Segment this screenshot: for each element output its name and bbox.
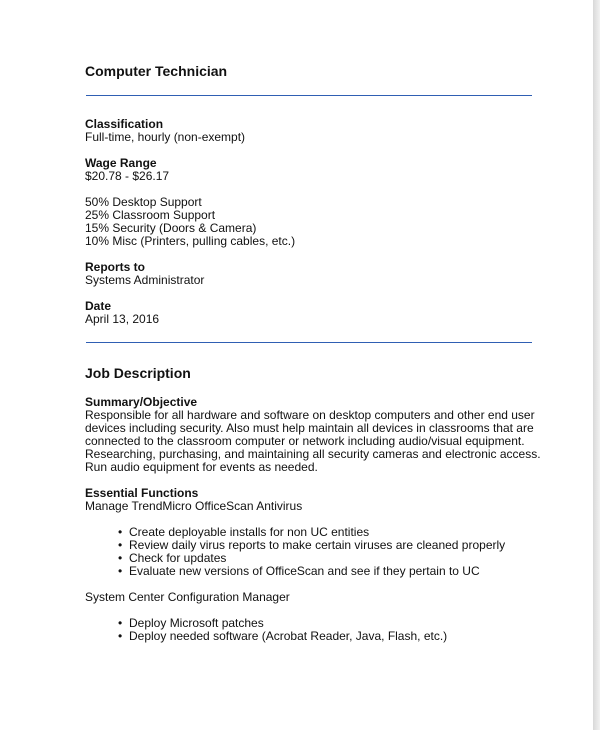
summary-section [85,396,541,474]
date-value: April 13, 2016 [85,312,160,326]
job-description-heading: Job Description [85,365,191,381]
page-edge-shadow [593,0,600,730]
classification-label: Classification [85,117,164,131]
officescan-task-list [118,526,505,578]
date-section [85,300,159,326]
document-title: Computer Technician [85,63,228,79]
classification-section [85,118,245,144]
allocation-item: 10% Misc (Printers, pulling cables, etc.) [85,234,296,248]
list-item: • Create deployable installs for non UC entities [118,526,505,539]
summary-line: Run audio equipment for events as needed. [85,460,318,474]
summary-line: Responsible for all hardware and software on desktop computers and other end user [85,408,535,422]
allocation-item: 50% Desktop Support [85,195,202,209]
wage-range-value: $20.78 - $26.17 [85,169,170,183]
summary-line: devices including security. Also must help maintain all devices in classrooms that are [85,421,534,435]
time-allocation-list [85,196,295,248]
summary-line: connected to the classroom computer or network including audio/visual equipment. [85,434,525,448]
officescan-intro: Manage TrendMicro OfficeScan Antivirus [85,499,303,513]
sccm-intro: System Center Configuration Manager [85,590,290,604]
title-divider [86,95,532,96]
reports-to-section [85,261,204,287]
list-item: • Evaluate new versions of OfficeScan and see if they pertain to UC [118,565,505,578]
allocation-item: 15% Security (Doors & Camera) [85,221,257,235]
allocation-item: 25% Classroom Support [85,208,216,222]
list-item: • Deploy Microsoft patches [118,617,447,630]
reports-to-value: Systems Administrator [85,273,205,287]
section-divider [86,342,532,343]
essential-functions-label: Essential Functions [85,486,199,500]
list-item: • Check for updates [118,552,505,565]
list-item: • Review daily virus reports to make certain viruses are cleaned properly [118,539,505,552]
date-label: Date [85,299,112,313]
essential-functions-section [85,487,302,513]
summary-label: Summary/Objective [85,395,198,409]
summary-line: Researching, purchasing, and maintaining all security cameras and electronic access. [85,447,541,461]
classification-value: Full-time, hourly (non-exempt) [85,130,246,144]
reports-to-label: Reports to [85,260,145,274]
sccm-task-list [118,617,447,643]
list-item: • Deploy needed software (Acrobat Reader, Java, Flash, etc.) [118,630,447,643]
wage-range-label: Wage Range [85,156,157,170]
wage-range-section [85,157,169,183]
